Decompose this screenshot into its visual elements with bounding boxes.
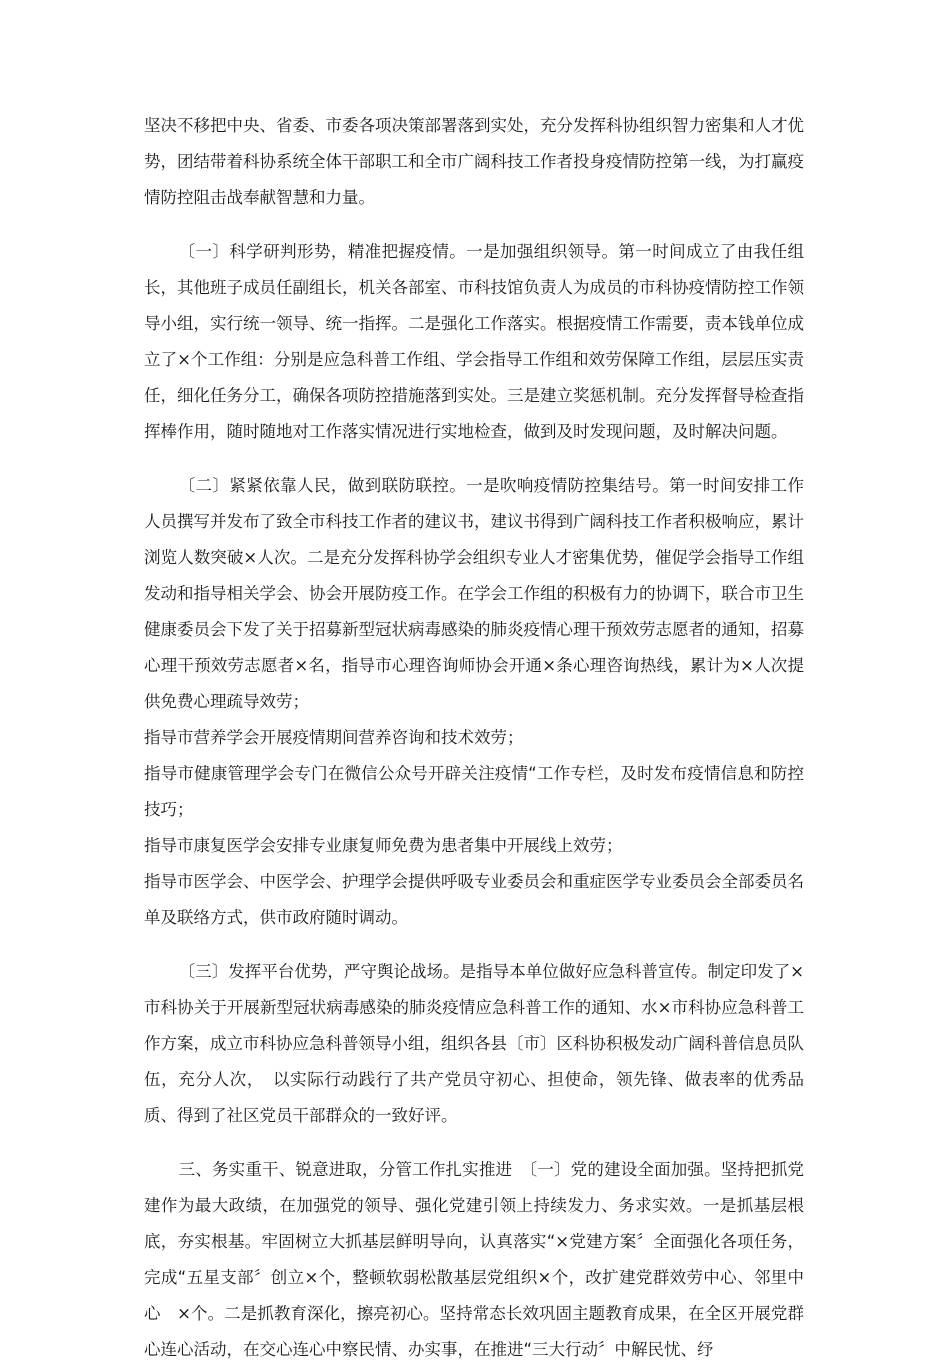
paragraph-health-management-society: 指导市健康管理学会专门在微信公众号开辟关注疫情“工作专栏，及时发布疫情信息和防控技巧； <box>144 764 804 819</box>
document-page <box>144 108 804 1368</box>
paragraph-medical-societies: 指导市医学会、中医学会、护理学会提供呼吸专业委员会和重症医学专业委员会全部委员名单及联络方式，供市政府随时调动。 <box>144 872 804 927</box>
paragraph-part-three: 三、务实重干、锐意进取，分管工作扎实推进 〔一〕党的建设全面加强。坚持把抓党建作为最大政绩，在加强党的领导、强化党建引领上持续发力、务求实效。一是抓基层根底，夯实根基。牢固树立大抓基层鲜明导向，认真落实“×党建方案〞全面强化各项任务，完成“五星支部〞创立×个，整顿软弱松散基层党组织×个，改扩建党群效劳中心、邻里中心 ×个。二是抓教育深化，擦亮初心。坚持常态长效巩固主题教育成果，在全区开展党群心连心活动，在交心连心中察民情、办实事，在推进“三大行动〞中解民忧、纾 <box>144 1160 804 1359</box>
paragraph-section-3: 〔三〕发挥平台优势，严守舆论战场。是指导本单位做好应急科普宣传。制定印发了×市科协关于开展新型冠状病毒感染的肺炎疫情应急科普工作的通知、水×市科协应急科普工作方案，成立市科协应急科普领导小组，组织各县〔市〕区科协积极发动广阔科普信息员队伍，充分人次， 以实际行动践行了共产党员守初心、担使命，领先锋、做表率的优秀品质、得到了社区党员干部群众的一致好评。 <box>144 962 804 1125</box>
paragraph-nutrition-society: 指导市营养学会开展疫情期间营养咨询和技术效劳； <box>144 728 524 747</box>
paragraph-rehabilitation-society: 指导市康复医学会安排专业康复师免费为患者集中开展线上效劳； <box>144 836 623 855</box>
paragraph-section-1: 〔一〕科学研判形势，精准把握疫情。一是加强组织领导。第一时间成立了由我任组长，其他班子成员任副组长，机关各部室、市科技馆负责人为成员的市科协疫情防控工作领导小组，实行统一领导、统一指挥。二是强化工作落实。根据疫情工作需要，责本钱单位成立了×个工作组：分别是应急科普工作组、学会指导工作组和效劳保障工作组，层层压实责任，细化任务分工，确保各项防控措施落到实处。三是建立奖惩机制。充分发挥督导检查指挥棒作用，随时随地对工作落实情况进行实地检查，做到及时发现问题，及时解决问题。 <box>144 242 804 441</box>
paragraph-intro-continuation: 坚决不移把中央、省委、市委各项决策部署落到实处，充分发挥科协组织智力密集和人才优势，团结带着科协系统全体干部职工和全市广阔科技工作者投身疫情防控第一线，为打赢疫情防控阻击战奉献智慧和力量。 <box>144 116 804 207</box>
paragraph-section-2: 〔二〕紧紧依靠人民，做到联防联控。一是吹响疫情防控集结号。第一时间安排工作人员撰写并发布了致全市科技工作者的建议书，建议书得到广阔科技工作者积极响应，累计浏览人数突破×人次。二是充分发挥科协学会组织专业人才密集优势，催促学会指导工作组发动和指导相关学会、协会开展防疫工作。在学会工作组的积极有力的协调下，联合市卫生健康委员会下发了关于招募新型冠状病毒感染的肺炎疫情心理干预效劳志愿者的通知，招募心理干预效劳志愿者×名，指导市心理咨询师协会开通×条心理咨询热线，累计为×人次提供免费心理疏导效劳； <box>144 476 804 711</box>
